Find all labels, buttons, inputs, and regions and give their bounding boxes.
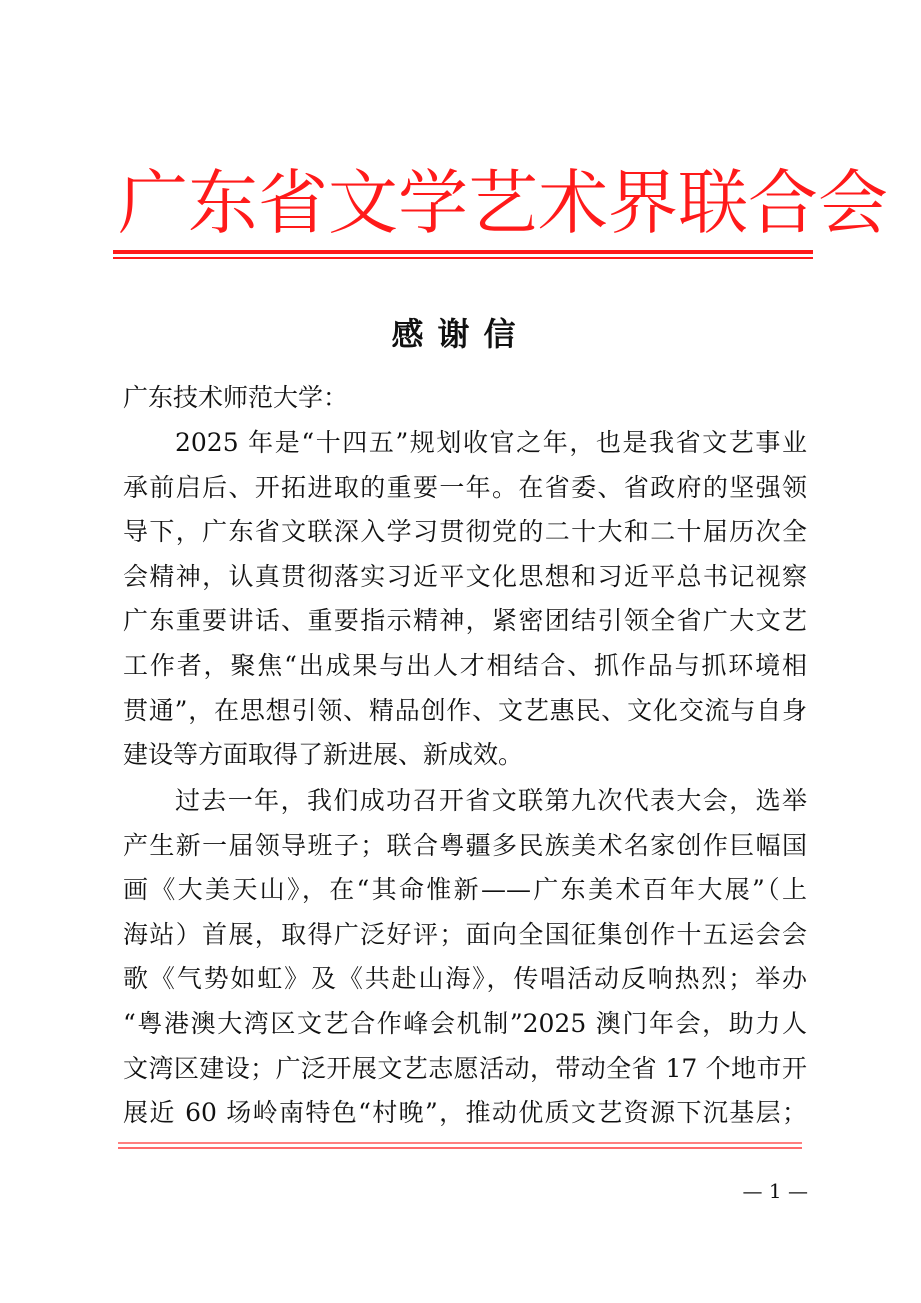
paragraph-line: 过去一年，我们成功召开省文联第九次代表大会，选举 — [175, 786, 807, 815]
letterhead-char: 文 — [328, 162, 398, 244]
letterhead-char: 会 — [818, 162, 888, 244]
letterhead-char: 合 — [748, 162, 818, 244]
paragraph-line: “粤港澳大湾区文艺合作峰会机制”2025 澳门年会，助力人 — [123, 1009, 807, 1038]
paragraph-line: 产生新一届领导班子；联合粤疆多民族美术名家创作巨幅国 — [123, 830, 807, 860]
footer-rule-bottom — [118, 1147, 802, 1149]
paragraph-line: 歌《气势如虹》及《共赴山海》，传唱活动反响热烈；举办 — [123, 964, 807, 994]
page-number: — 1 — — [742, 1179, 808, 1203]
paragraph-line: 2025 年是“十四五”规划收官之年，也是我省文艺事业 — [175, 428, 807, 457]
letterhead-char: 省 — [258, 162, 328, 244]
paragraph-line: 海站）首展，取得广泛好评；面向全国征集创作十五运会会 — [123, 919, 807, 949]
letterhead-char: 艺 — [468, 162, 538, 244]
paragraph-line: 文湾区建设；广泛开展文艺志愿活动，带动全省 17 个地市开 — [123, 1053, 807, 1083]
salutation: 广东技术师范大学： — [123, 383, 349, 412]
letter-title: 感谢信 — [391, 315, 530, 353]
footer-rule-top — [118, 1142, 802, 1144]
letterhead-char: 联 — [678, 162, 748, 244]
letterhead-org-name — [118, 160, 888, 246]
letterhead-char: 学 — [398, 162, 468, 244]
paragraph-line: 会精神，认真贯彻落实习近平文化思想和习近平总书记视察 — [123, 561, 807, 591]
paragraph-line: 贯通”，在思想引领、精品创作、文艺惠民、文化交流与自身 — [123, 695, 807, 725]
letterhead-char: 东 — [188, 162, 258, 244]
paragraph-line: 导下，广东省文联深入学习贯彻党的二十大和二十届历次全 — [123, 517, 807, 547]
paragraph-line: 承前启后、开拓进取的重要一年。在省委、省政府的坚强领 — [123, 472, 807, 502]
paragraph-line: 画《大美天山》，在“其命惟新——广东美术百年大展”（上 — [123, 875, 807, 905]
paragraph-line: 工作者，聚焦“出成果与出人才相结合、抓作品与抓环境相 — [123, 651, 807, 680]
letterhead-char: 术 — [538, 162, 608, 244]
paragraph-line: 广东重要讲话、重要指示精神，紧密团结引领全省广大文艺 — [123, 606, 807, 636]
letterhead-char: 广 — [118, 162, 188, 244]
letterhead-rule-thin — [113, 257, 813, 259]
paragraph-line: 建设等方面取得了新进展、新成效。 — [123, 740, 524, 770]
paragraph-line: 展近 60 场岭南特色“村晚”，推动优质文艺资源下沉基层； — [123, 1098, 807, 1128]
letterhead-char: 界 — [608, 162, 678, 244]
letterhead-rule-thick — [113, 250, 813, 254]
